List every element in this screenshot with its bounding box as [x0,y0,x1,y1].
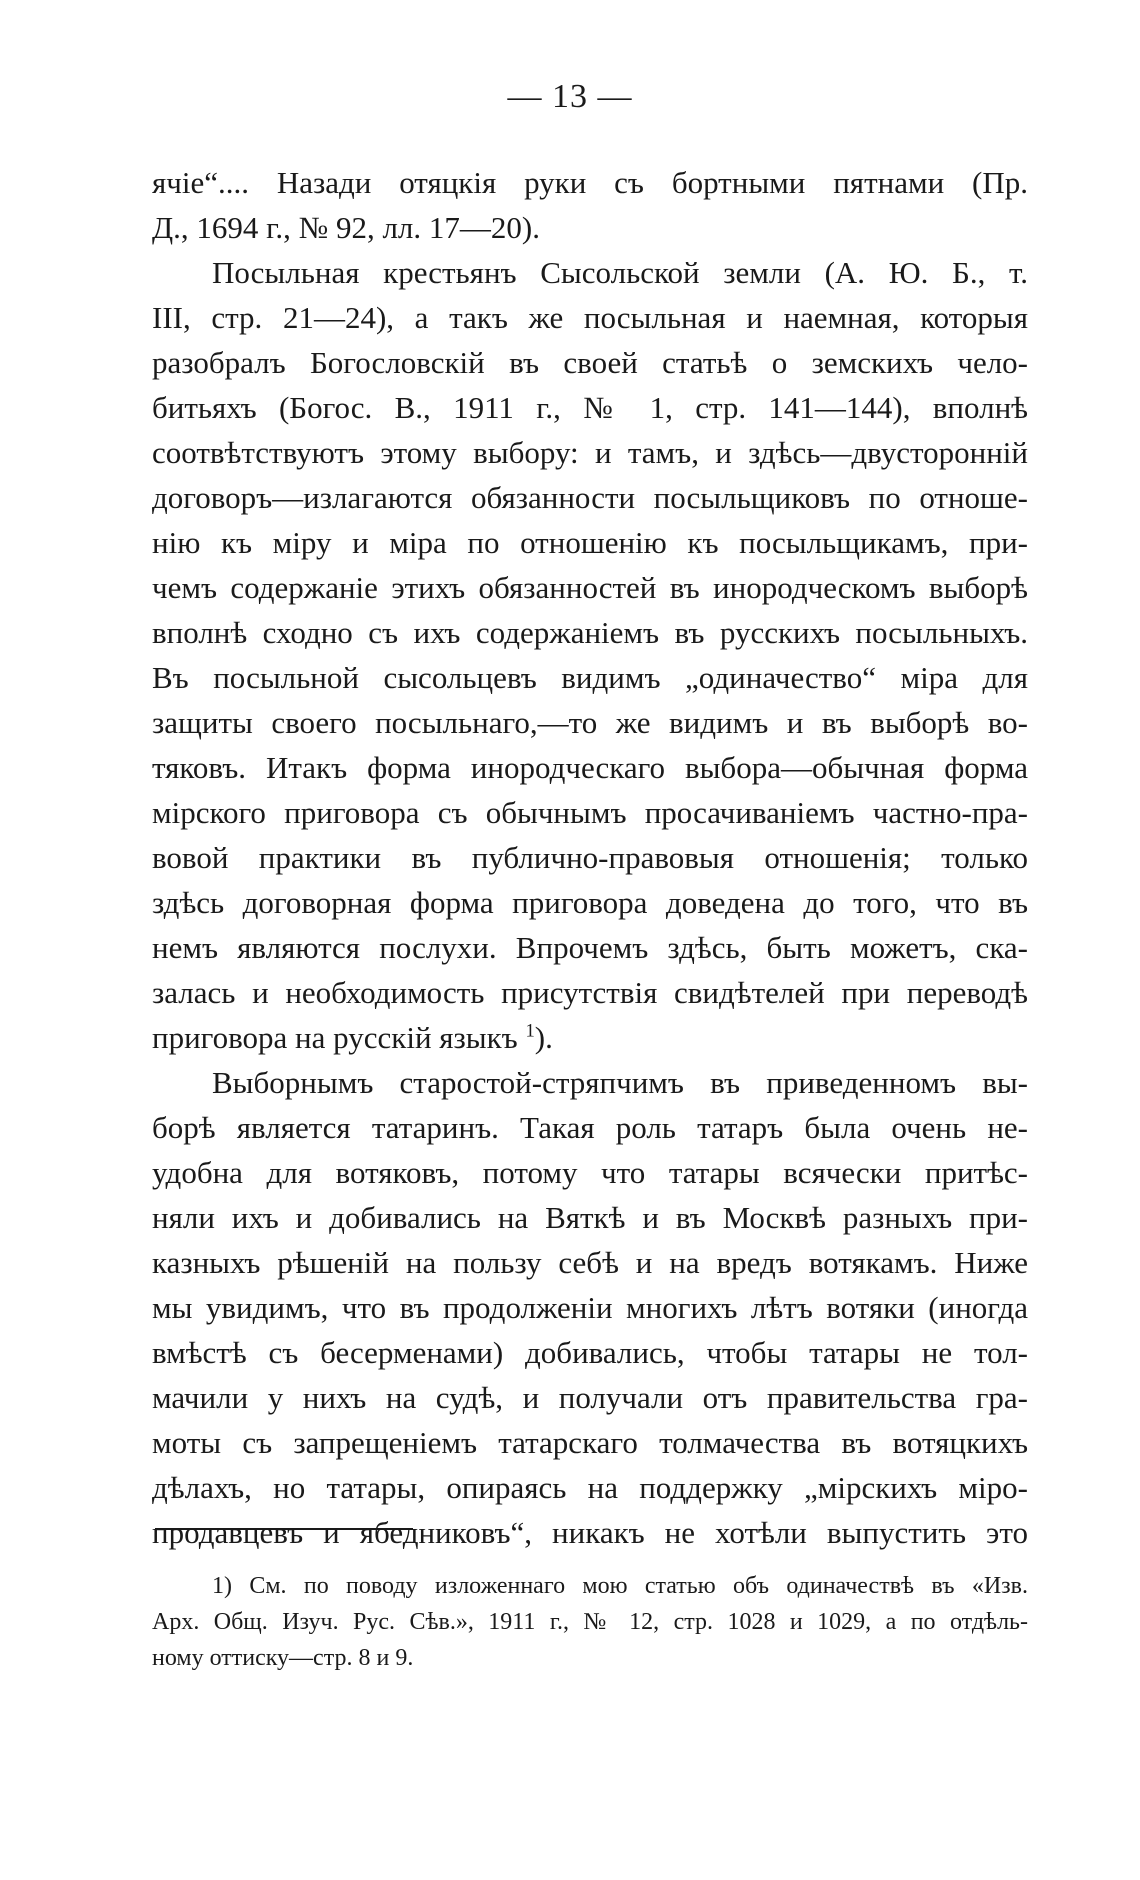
text-line: мы увидимъ, что въ продолженіи многихъ лѣтъ вотяки (иногда [152,1290,1028,1325]
text-line: вмѣстѣ съ бесерменами) добивались, чтобы татары не тол- [152,1335,1028,1370]
text-line: битьяхъ (Богос. В., 1911 г., № 1, стр. 141—144), вполнѣ [152,390,1028,425]
text-line: нію къ міру и міра по отношенію къ посыльщикамъ, при- [152,525,1028,560]
text-line: Д., 1694 г., № 92, лл. 17—20). [152,210,540,245]
text-line: залась и необходимость присутствія свидѣтелей при переводѣ [152,975,1028,1010]
text-line-with-footnote-ref [152,1015,1028,1060]
text-line: моты съ запрещеніемъ татарскаго толмачества въ вотяцкихъ [152,1425,1028,1460]
text-line: борѣ является татаринъ. Такая роль татаръ была очень не- [152,1110,1028,1145]
footnote-divider [155,1528,413,1530]
text-line: няли ихъ и добивались на Вяткѣ и въ Москвѣ разныхъ при- [152,1200,1028,1235]
text-line: III, стр. 21—24), а такъ же посыльная и наемная, которыя [152,300,1028,335]
footnote-ref-suffix: ). [534,1020,553,1055]
text-line: дѣлахъ, но татары, опираясь на поддержку „мірскихъ міро- [152,1470,1028,1505]
paragraph-start-line: Посыльная крестьянъ Сысольской земли (А. Ю. Б., т. [212,255,1028,290]
footnote-line [152,1568,1028,1604]
text-line: разобралъ Богословскій въ своей статьѣ о земскихъ чело- [152,345,1028,380]
footnote-line: ному оттиску—стр. 8 и 9. [152,1645,414,1671]
footnote-text: См. по поводу изложеннаго мою статью объ одиначествѣ въ «Изв. [249,1573,1028,1599]
text-line: удобна для вотяковъ, потому что татары всячески притѣс- [152,1155,1028,1190]
text-line: тяковъ. Итакъ форма инородческаго выбора—обычная форма [152,750,1028,785]
text-line: мірского приговора съ обычнымъ просачиваніемъ частно-пра- [152,795,1028,830]
text-line: здѣсь договорная форма приговора доведена до того, что въ [152,885,1028,920]
text-line: защиты своего посыльнаго,—то же видимъ и въ выборѣ во- [152,705,1028,740]
text-line: немъ являются послухи. Впрочемъ здѣсь, быть можетъ, ска- [152,930,1028,965]
text-line: вполнѣ сходно съ ихъ содержаніемъ въ русскихъ посыльныхъ. [152,615,1028,650]
paragraph-start-line: Выборнымъ старостой-стряпчимъ въ приведенномъ вы- [212,1065,1028,1100]
text-line-content: приговора на русскій языкъ [152,1020,518,1055]
text-line: вовой практики въ публично-правовыя отношенія; только [152,840,1028,875]
text-line: соотвѣтствуютъ этому выбору: и тамъ, и здѣсь—двусторонній [152,435,1028,470]
text-line: договоръ—излагаются обязанности посыльщиковъ по отноше- [152,480,1028,515]
footnotes [152,1568,1028,1676]
page-number: — 13 — [507,78,633,115]
footnote-line: Арх. Общ. Изуч. Рус. Сѣв.», 1911 г., № 12, стр. 1028 и 1029, а по отдѣль- [152,1609,1028,1635]
text-line: чемъ содержаніе этихъ обязанностей въ инородческомъ выборѣ [152,570,1028,605]
text-line: мачили у нихъ на судѣ, и получали отъ правительства гра- [152,1380,1028,1415]
text-line: Въ посыльной сысольцевъ видимъ „одиначество“ міра для [152,660,1028,695]
text-line: продавцевъ и ябедниковъ“, никакъ не хотѣли выпустить это [152,1515,1028,1550]
main-text [152,160,1028,1555]
footnote-marker: 1) [212,1573,232,1599]
text-line: ячіе“.... Назади отяцкія руки съ бортными пятнами (Пр. [152,165,1028,200]
text-line: казныхъ рѣшеній на пользу себѣ и на вредъ вотякамъ. Ниже [152,1245,1028,1280]
footnote-reference: 1 [525,1020,535,1042]
